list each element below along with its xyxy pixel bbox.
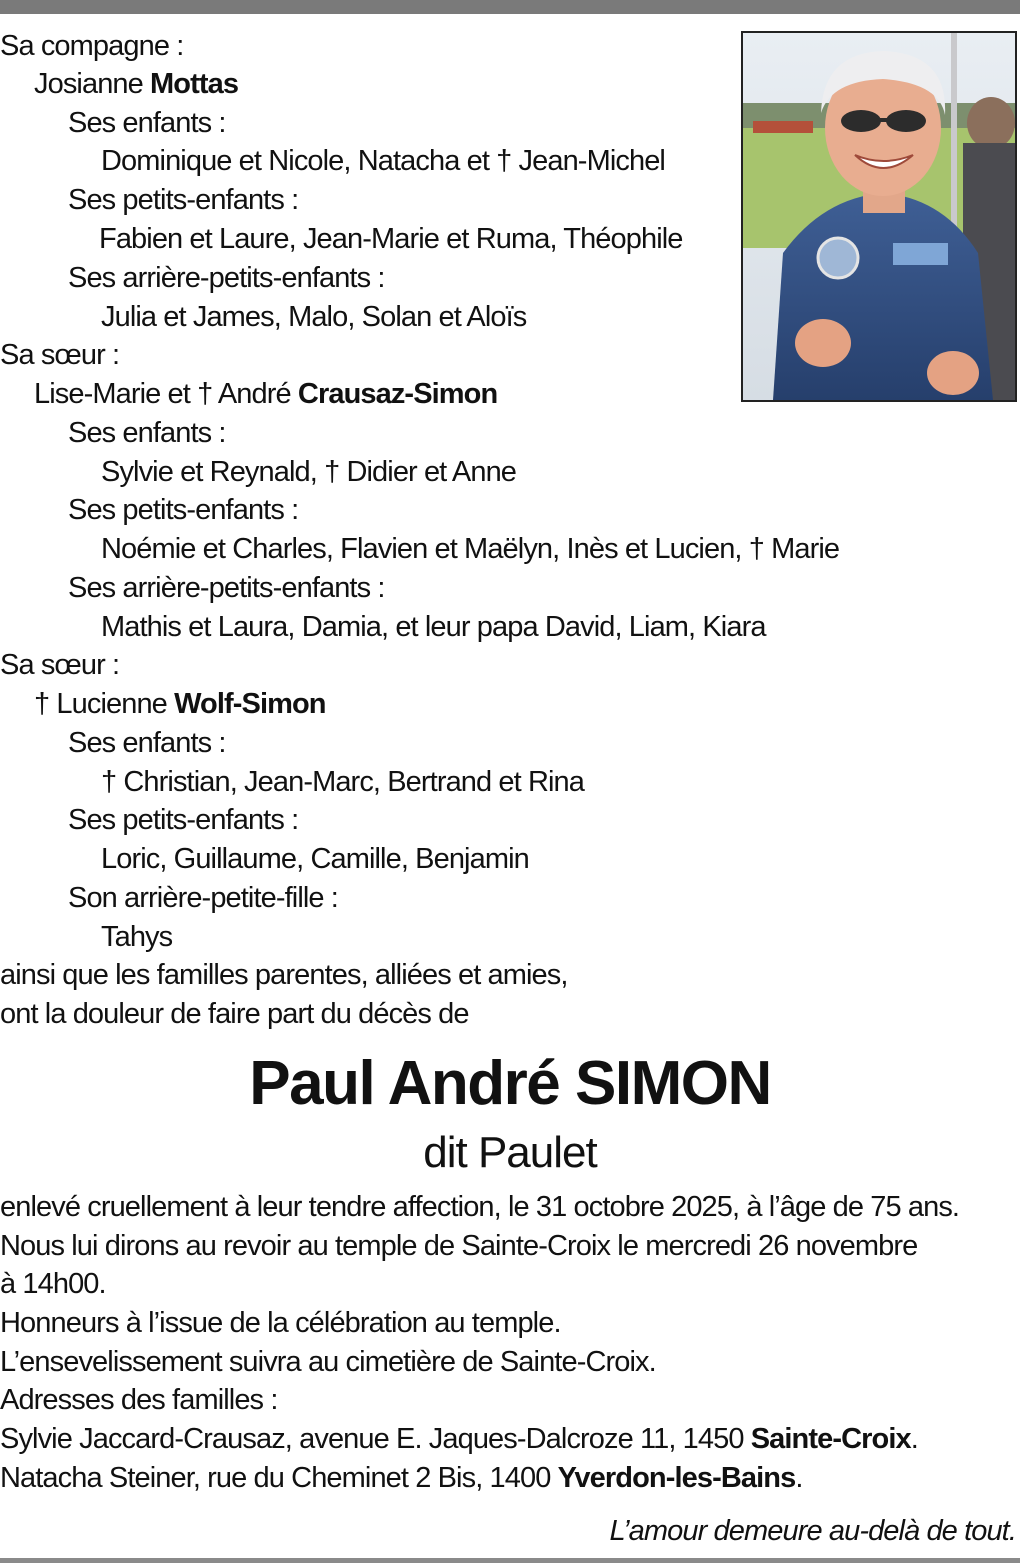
- address-1: Sylvie Jaccard-Crausaz, avenue E. Jaques-Dalcroze 11, 1450 Sainte-Croix.: [0, 1423, 918, 1455]
- portrait-photo: [741, 31, 1017, 402]
- companion-children-label: Ses enfants :: [68, 107, 226, 139]
- honours-text: Honneurs à l’issue de la célébration au temple.: [0, 1307, 561, 1339]
- deceased-name: Paul André SIMON: [249, 1049, 771, 1118]
- sister2-name: † Lucienne Wolf-Simon: [34, 688, 326, 720]
- sister1-children: Sylvie et Reynald, † Didier et Anne: [101, 456, 517, 488]
- sister2-greatgrandchild: Tahys: [101, 921, 173, 953]
- companion-name: Josianne Mottas: [34, 68, 239, 100]
- sister2-children-label: Ses enfants :: [68, 727, 226, 759]
- sister2-label: Sa sœur :: [0, 649, 120, 681]
- sister2-grandchildren-label: Ses petits-enfants :: [68, 804, 299, 836]
- sister1-name: Lise-Marie et † André Crausaz-Simon: [34, 378, 498, 410]
- top-rule: [0, 0, 1020, 14]
- companion-label: Sa compagne :: [0, 30, 184, 62]
- bottom-rule: [0, 1558, 1020, 1563]
- sister2-grandchildren: Loric, Guillaume, Camille, Benjamin: [101, 843, 529, 875]
- sister1-grandchildren-label: Ses petits-enfants :: [68, 494, 299, 526]
- sister2-children: † Christian, Jean-Marc, Bertrand et Rina: [101, 766, 584, 798]
- sister1-greatgrandchildren-label: Ses arrière-petits-enfants :: [68, 572, 385, 604]
- closing-motto: L’amour demeure au-delà de tout.: [609, 1515, 1016, 1547]
- extended-family-text: ainsi que les familles parentes, alliées et amies,: [0, 959, 568, 991]
- companion-grandchildren: Fabien et Laure, Jean-Marie et Ruma, Théophile: [99, 223, 683, 255]
- sister1-children-label: Ses enfants :: [68, 417, 226, 449]
- sister2-greatgrandchild-label: Son arrière-petite-fille :: [68, 882, 338, 914]
- death-details: enlevé cruellement à leur tendre affection, le 31 octobre 2025, à l’âge de 75 ans.: [0, 1191, 960, 1223]
- deceased-nickname: dit Paulet: [423, 1128, 597, 1177]
- sister1-grandchildren: Noémie et Charles, Flavien et Maëlyn, Inès et Lucien, † Marie: [101, 533, 840, 565]
- companion-grandchildren-label: Ses petits-enfants :: [68, 184, 299, 216]
- address-2: Natacha Steiner, rue du Cheminet 2 Bis, 1400 Yverdon-les-Bains.: [0, 1462, 803, 1494]
- sister1-label: Sa sœur :: [0, 339, 120, 371]
- addresses-label: Adresses des familles :: [0, 1384, 278, 1416]
- companion-greatgrandchildren: Julia et James, Malo, Solan et Aloïs: [101, 301, 527, 333]
- sister1-greatgrandchildren: Mathis et Laura, Damia, et leur papa David, Liam, Kiara: [101, 611, 766, 643]
- companion-greatgrandchildren-label: Ses arrière-petits-enfants :: [68, 262, 385, 294]
- ceremony-line-1: Nous lui dirons au revoir au temple de Sainte-Croix le mercredi 26 novembre: [0, 1230, 918, 1262]
- announcement-text: ont la douleur de faire part du décès de: [0, 998, 469, 1030]
- burial-text: L’ensevelissement suivra au cimetière de Sainte-Croix.: [0, 1346, 656, 1378]
- companion-children: Dominique et Nicole, Natacha et † Jean-Michel: [101, 145, 665, 177]
- ceremony-line-2: à 14h00.: [0, 1268, 106, 1300]
